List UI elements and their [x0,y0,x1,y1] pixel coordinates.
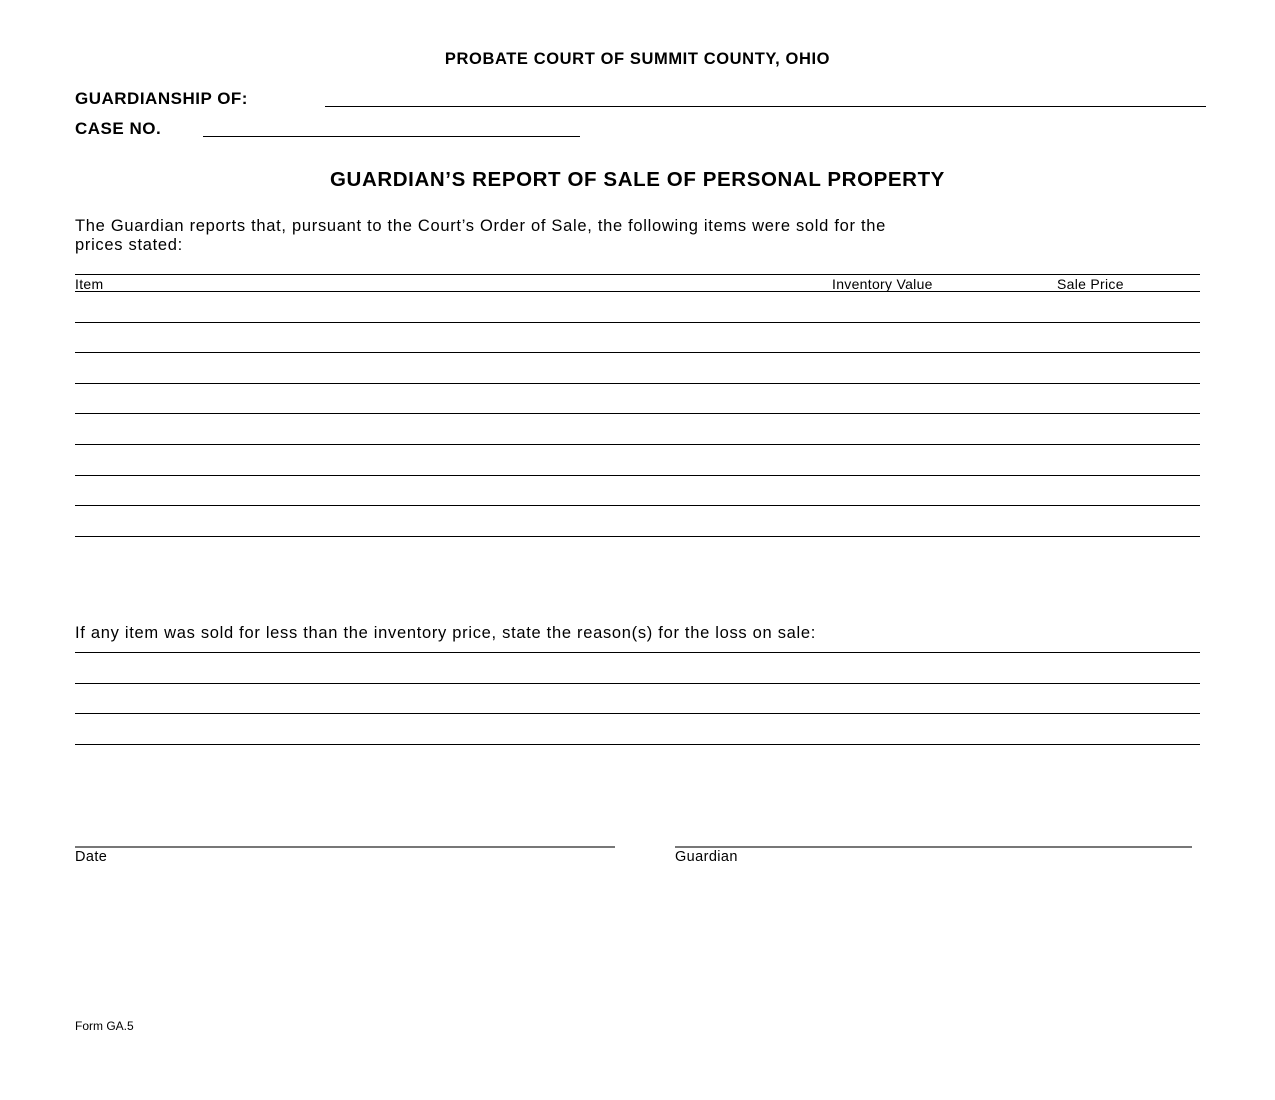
column-header-inventory-value: Inventory Value [832,276,933,292]
loss-reason-prompt: If any item was sold for less than the inventory price, state the reason(s) for the loss on sale: [75,624,817,642]
form-title: GUARDIAN’S REPORT OF SALE OF PERSONAL PROPERTY [330,168,945,191]
table-row[interactable] [75,383,1200,384]
guardian-label: Guardian [675,849,738,865]
loss-reason-line[interactable] [75,744,1200,745]
table-row[interactable] [75,505,1200,506]
loss-reason-line[interactable] [75,713,1200,714]
court-name: PROBATE COURT OF SUMMIT COUNTY, OHIO [444,50,831,68]
table-row[interactable] [75,322,1200,323]
column-header-sale-price: Sale Price [1057,276,1124,292]
table-row[interactable] [75,536,1200,537]
guardianship-field[interactable] [325,89,1206,107]
intro-text-line-1: The Guardian reports that, pursuant to the Court’s Order of Sale, the following items were sold for the [75,217,887,235]
loss-reason-line[interactable] [75,683,1200,684]
table-header-rule [75,291,1200,292]
table-row[interactable] [75,444,1200,445]
date-signature-line[interactable] [75,846,615,848]
table-row[interactable] [75,475,1200,476]
guardianship-label: GUARDIANSHIP OF: [75,89,248,108]
case-number-field[interactable] [203,119,580,137]
table-top-rule [75,274,1200,275]
column-header-item: Item [75,276,104,292]
guardian-signature-line[interactable] [675,846,1192,848]
intro-text-line-2: prices stated: [75,236,183,254]
table-row[interactable] [75,352,1200,353]
form-id: Form GA.5 [75,1019,134,1033]
loss-reason-line[interactable] [75,652,1200,653]
date-label: Date [75,849,108,865]
case-number-label: CASE NO. [75,119,162,138]
table-row[interactable] [75,413,1200,414]
